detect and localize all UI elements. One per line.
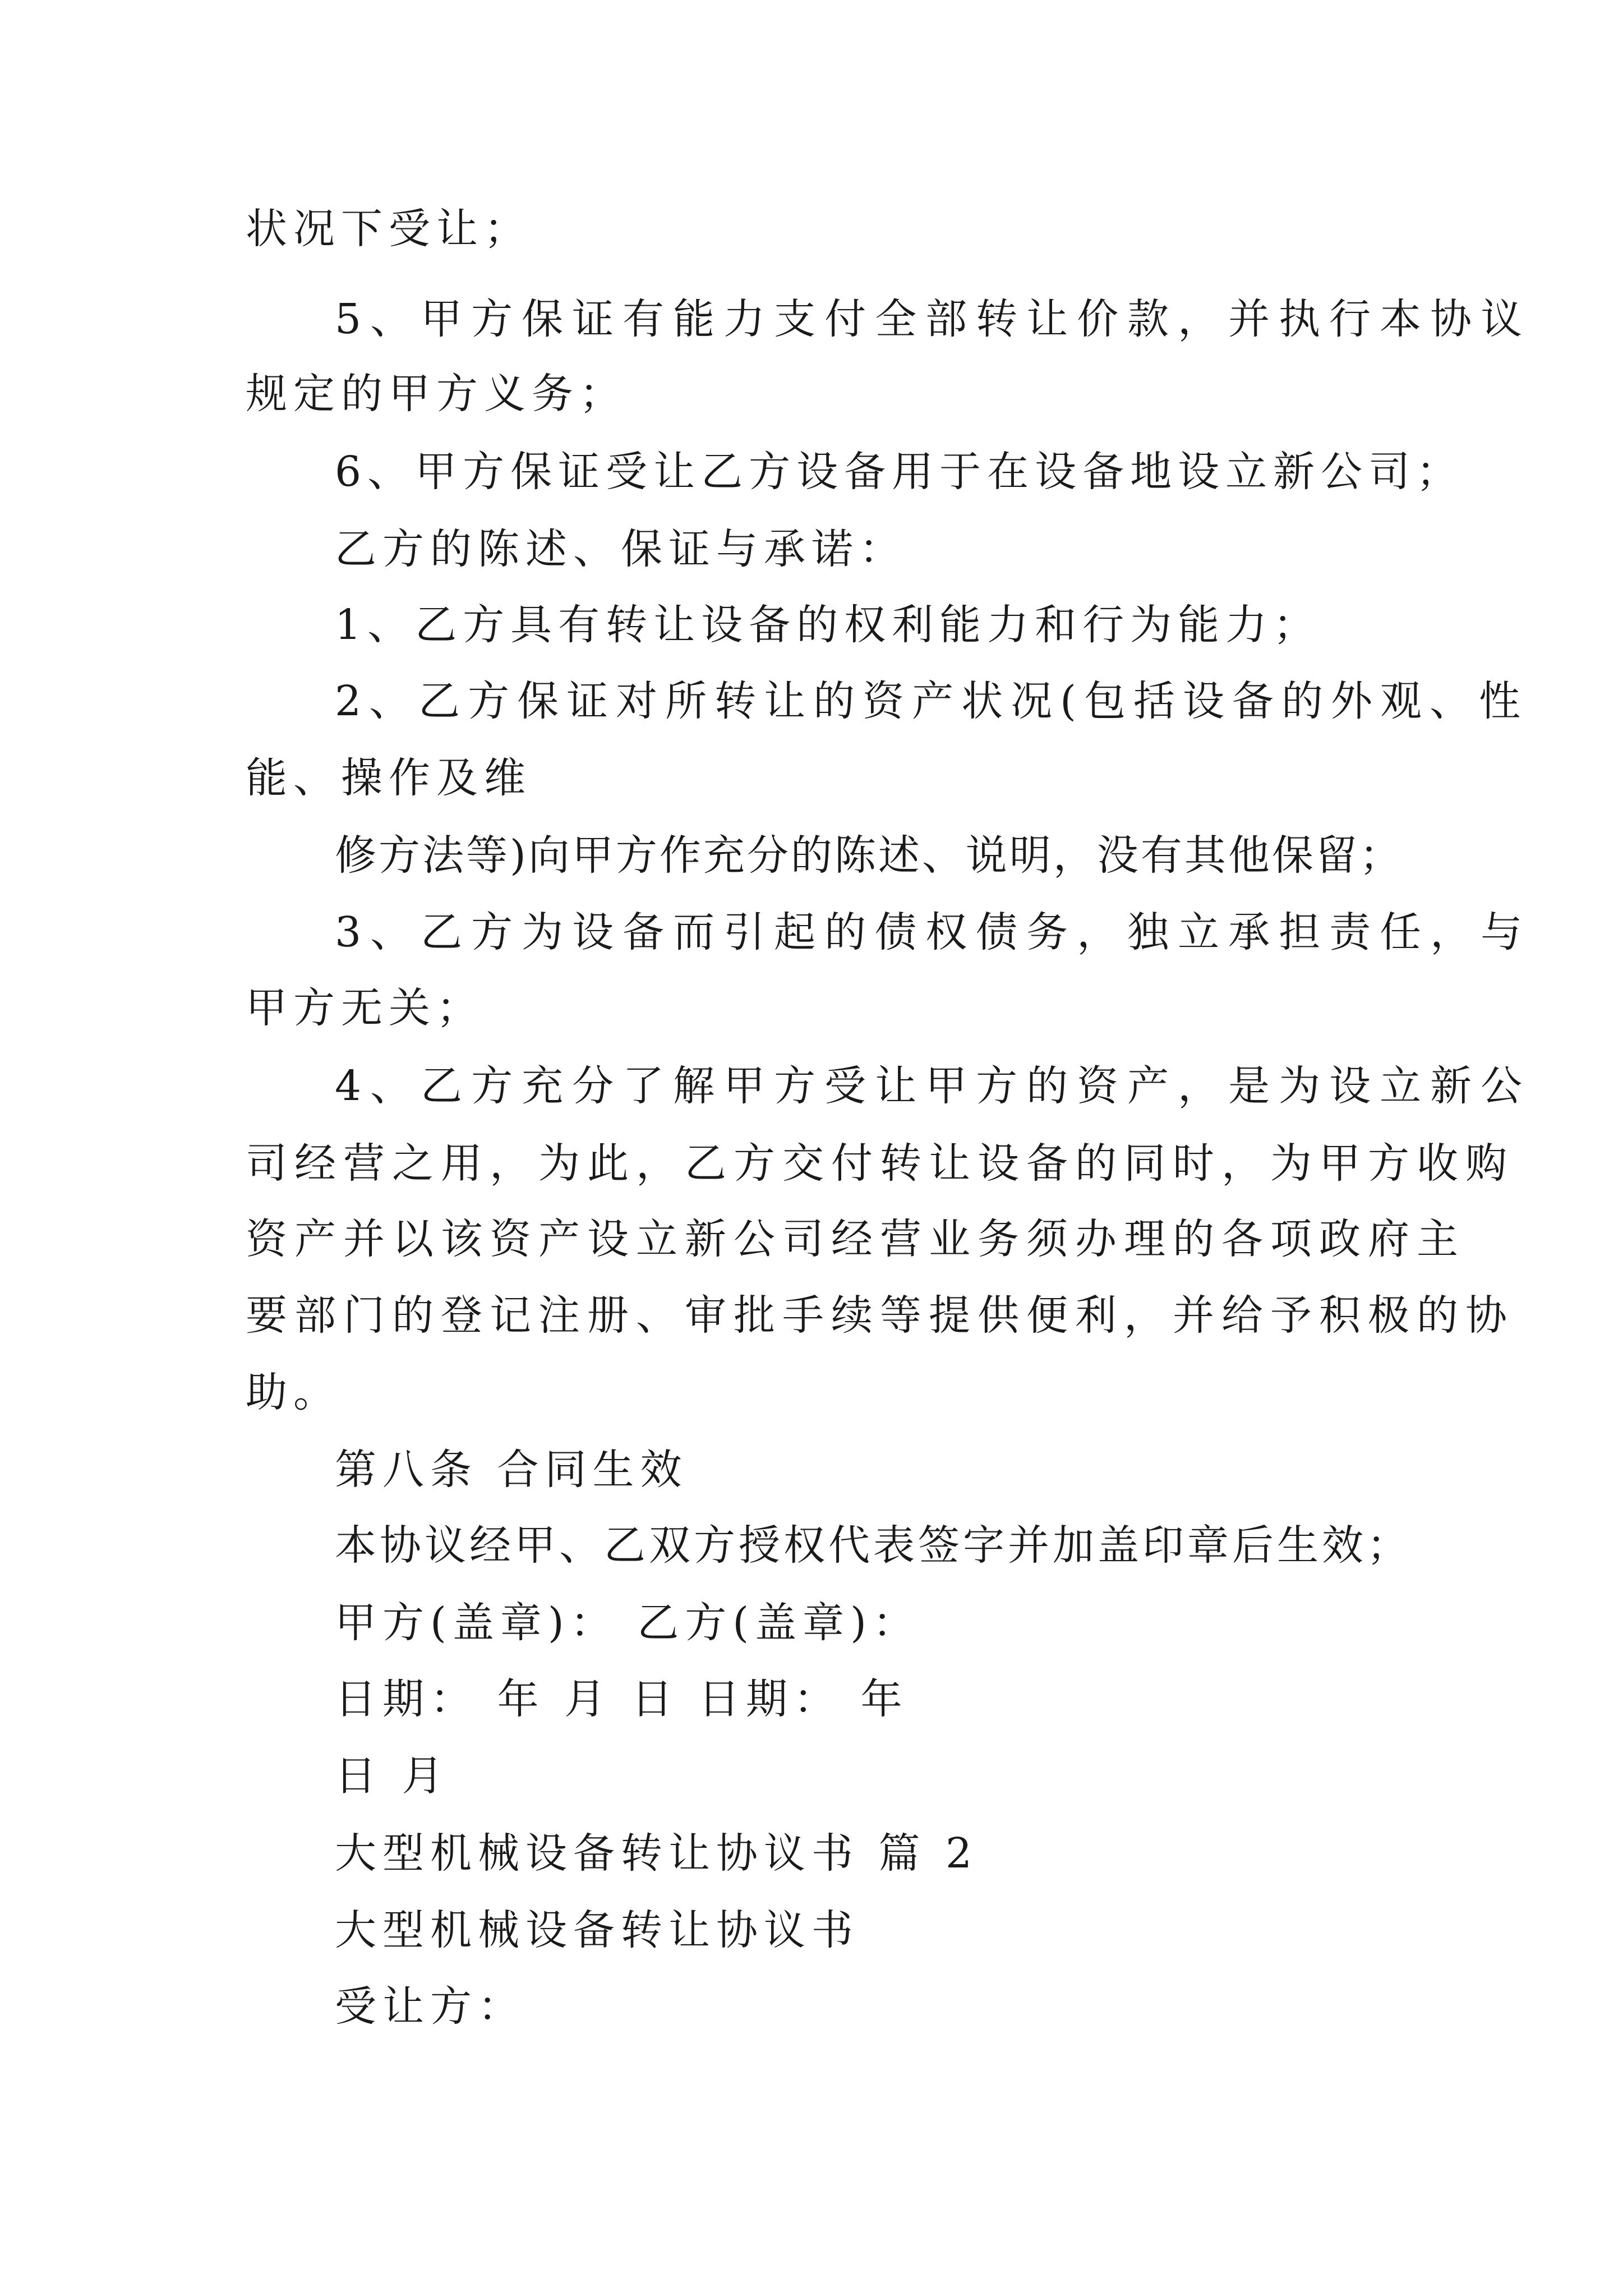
paragraph-line: 能、操作及维 (246, 754, 532, 802)
paragraph-line: 1、乙方具有转让设备的权利能力和行为能力； (335, 601, 1321, 649)
document-title: 大型机械设备转让协议书 (335, 1906, 859, 1954)
section-heading: 乙方的陈述、保证与承诺： (335, 525, 907, 573)
paragraph-line: 本协议经甲、乙双方授权代表签字并加盖印章后生效； (335, 1521, 1412, 1570)
paragraph-line: 4、乙方充分了解甲方受让甲方的资产，是为设立新公 (335, 1062, 1532, 1110)
paragraph-line: 3、乙方为设备而引起的债权债务，独立承担责任，与 (335, 908, 1532, 956)
party-label: 受让方： (335, 1982, 525, 2031)
document-title: 大型机械设备转让协议书 篇 2 (335, 1829, 979, 1878)
article-heading: 第八条 合同生效 (335, 1446, 688, 1494)
paragraph-line: 甲方无关； (246, 984, 484, 1032)
date-line: 日 月 (335, 1752, 450, 1800)
date-line: 日期： 年 月 日 日期： 年 (335, 1675, 909, 1723)
paragraph-line: 状况下受让； (246, 205, 532, 253)
paragraph-line: 2、乙方保证对所转让的资产状况(包括设备的外观、性 (335, 677, 1528, 725)
paragraph-line: 规定的甲方义务； (246, 370, 627, 418)
paragraph-line: 修方法等)向甲方作充分的陈述、说明，没有其他保留； (335, 831, 1403, 880)
paragraph-line: 司经营之用，为此，乙方交付转让设备的同时，为甲方收购 (246, 1139, 1514, 1188)
paragraph-line: 6、甲方保证受让乙方设备用于在设备地设立新公司； (335, 448, 1464, 496)
paragraph-line: 要部门的登记注册、审批手续等提供便利，并给予积极的协 (246, 1291, 1514, 1340)
paragraph-line: 助。 (246, 1368, 341, 1416)
paragraph-line: 资产并以该资产设立新公司经营业务须办理的各项政府主 (246, 1215, 1465, 1263)
paragraph-line: 5、甲方保证有能力支付全部转让价款，并执行本协议 (335, 295, 1532, 343)
signature-line: 甲方(盖章)： 乙方(盖章)： (335, 1599, 921, 1647)
